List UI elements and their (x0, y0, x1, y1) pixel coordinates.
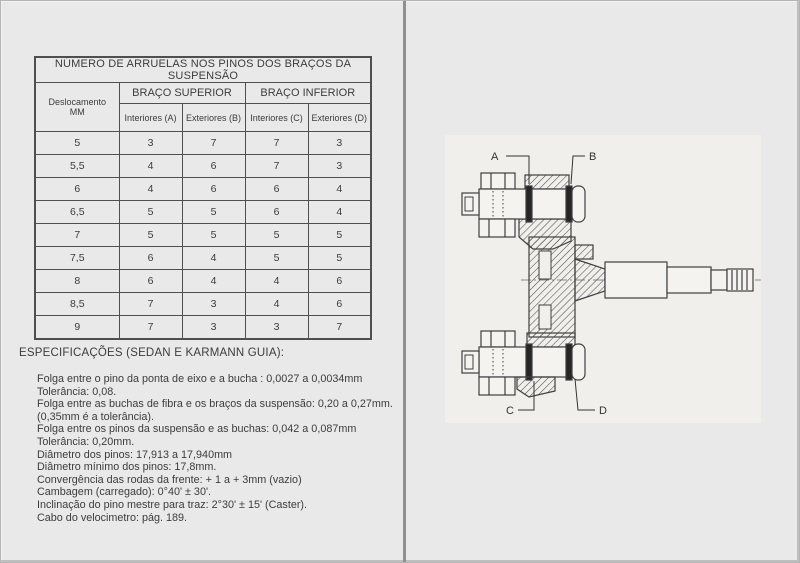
table-title: NÚMERO DE ARRUELAS NOS PINOS DOS BRAÇOS DA SUSPENSÃO (35, 57, 371, 83)
table-row (35, 224, 371, 247)
cell-mm: 5,5 (35, 155, 119, 178)
washer-stack-c (526, 344, 532, 380)
table-cell: 5 (245, 247, 308, 270)
table-cell: 6 (119, 247, 182, 270)
table-row (35, 155, 371, 178)
spec-line: Inclinação do pino mestre para traz: 2°30' ± 15' (Caster). (37, 498, 308, 511)
table-cell: 5 (182, 224, 245, 247)
table-cell: 5 (119, 201, 182, 224)
table-cell: 3 (308, 132, 371, 155)
specs-heading: ESPECIFICAÇÕES (SEDAN E KARMANN GUIA): (19, 347, 285, 359)
table-row (35, 270, 371, 293)
spec-line: Folga entre as buchas de fibra e os braços da suspensão: 0,20 a 0,27mm. (37, 398, 393, 411)
table-cell: 6 (182, 155, 245, 178)
table-cell: 5 (119, 224, 182, 247)
table-cell: 5 (245, 224, 308, 247)
table-cell: 4 (182, 247, 245, 270)
table-cell: 6 (182, 178, 245, 201)
washer-stack-d (566, 344, 572, 380)
steering-knuckle-diagram (429, 129, 769, 429)
corner-line1: Deslocamento (48, 97, 107, 107)
cell-mm: 5 (35, 132, 119, 155)
diagram-label-b: B (589, 151, 597, 163)
spec-line: Folga entre os pinos da suspensão e as buchas: 0,042 a 0,087mm (37, 423, 357, 436)
cell-mm: 7 (35, 224, 119, 247)
sub-header-interiores-c: Interiores (C) (245, 104, 308, 132)
spec-line: Convergência das rodas da frente: + 1 a + 3mm (vazio) (37, 473, 302, 486)
table-row (35, 316, 371, 340)
table-cell: 7 (308, 316, 371, 340)
table-cell: 3 (119, 132, 182, 155)
page-divider (403, 1, 406, 563)
washer-stack-b (566, 186, 572, 222)
table-cell: 4 (245, 293, 308, 316)
table-cell: 5 (182, 201, 245, 224)
table-cell: 7 (119, 293, 182, 316)
cell-mm: 8,5 (35, 293, 119, 316)
table-corner-header (35, 83, 119, 132)
diagram-label-a: A (491, 151, 499, 163)
spec-line: Cabo do velocimetro: pág. 189. (37, 511, 188, 524)
cell-mm: 6,5 (35, 201, 119, 224)
spec-line: Diâmetro dos pinos: 17,913 a 17,940mm (37, 448, 233, 461)
table-cell: 3 (245, 316, 308, 340)
table-cell: 7 (245, 155, 308, 178)
table-row (35, 293, 371, 316)
table-cell: 4 (245, 270, 308, 293)
table-cell: 7 (245, 132, 308, 155)
diagram-label-c: C (506, 405, 514, 417)
table-cell: 4 (182, 270, 245, 293)
table-cell: 6 (245, 201, 308, 224)
cell-mm: 7,5 (35, 247, 119, 270)
sub-header-exteriores-d: Exteriores (D) (308, 104, 371, 132)
sub-header-exteriores-b: Exteriores (B) (182, 104, 245, 132)
table-cell: 7 (182, 132, 245, 155)
cell-mm: 9 (35, 316, 119, 340)
cell-mm: 8 (35, 270, 119, 293)
table-row (35, 201, 371, 224)
washer-stack-a (526, 186, 532, 222)
cell-mm: 6 (35, 178, 119, 201)
table-cell: 6 (308, 293, 371, 316)
group-header-upper-arm: BRAÇO SUPERIOR (119, 83, 245, 104)
table-cell: 4 (308, 178, 371, 201)
table-cell: 6 (119, 270, 182, 293)
corner-line2: MM (69, 107, 85, 117)
table-cell: 5 (308, 224, 371, 247)
table-cell: 3 (182, 293, 245, 316)
group-header-lower-arm: BRAÇO INFERIOR (245, 83, 371, 104)
table-cell: 3 (182, 316, 245, 340)
table-row (35, 132, 371, 155)
spec-line: (0,35mm é a tolerância). (37, 410, 155, 423)
spec-line: Tolerância: 0,20mm. (37, 435, 135, 448)
spec-line: Folga entre o pino da ponta de eixo e a bucha : 0,0027 a 0,0034mm (37, 373, 363, 385)
table-cell: 6 (308, 270, 371, 293)
specifications-section (19, 347, 399, 524)
washer-count-table (34, 56, 372, 340)
table-cell: 7 (119, 316, 182, 340)
sub-header-interiores-a: Interiores (A) (119, 104, 182, 132)
table-cell: 4 (308, 201, 371, 224)
table-cell: 6 (245, 178, 308, 201)
diagram-label-d: D (599, 405, 607, 417)
spec-line: Tolerância: 0,08. (37, 385, 117, 398)
table-cell: 3 (308, 155, 371, 178)
table-cell: 4 (119, 178, 182, 201)
table-cell: 5 (308, 247, 371, 270)
table-row (35, 178, 371, 201)
table-cell: 4 (119, 155, 182, 178)
spec-line: Cambagem (carregado): 0°40' ± 30'. (37, 486, 212, 499)
table-row (35, 247, 371, 270)
spec-line: Diâmetro mínimo dos pinos: 17,8mm. (37, 461, 217, 474)
